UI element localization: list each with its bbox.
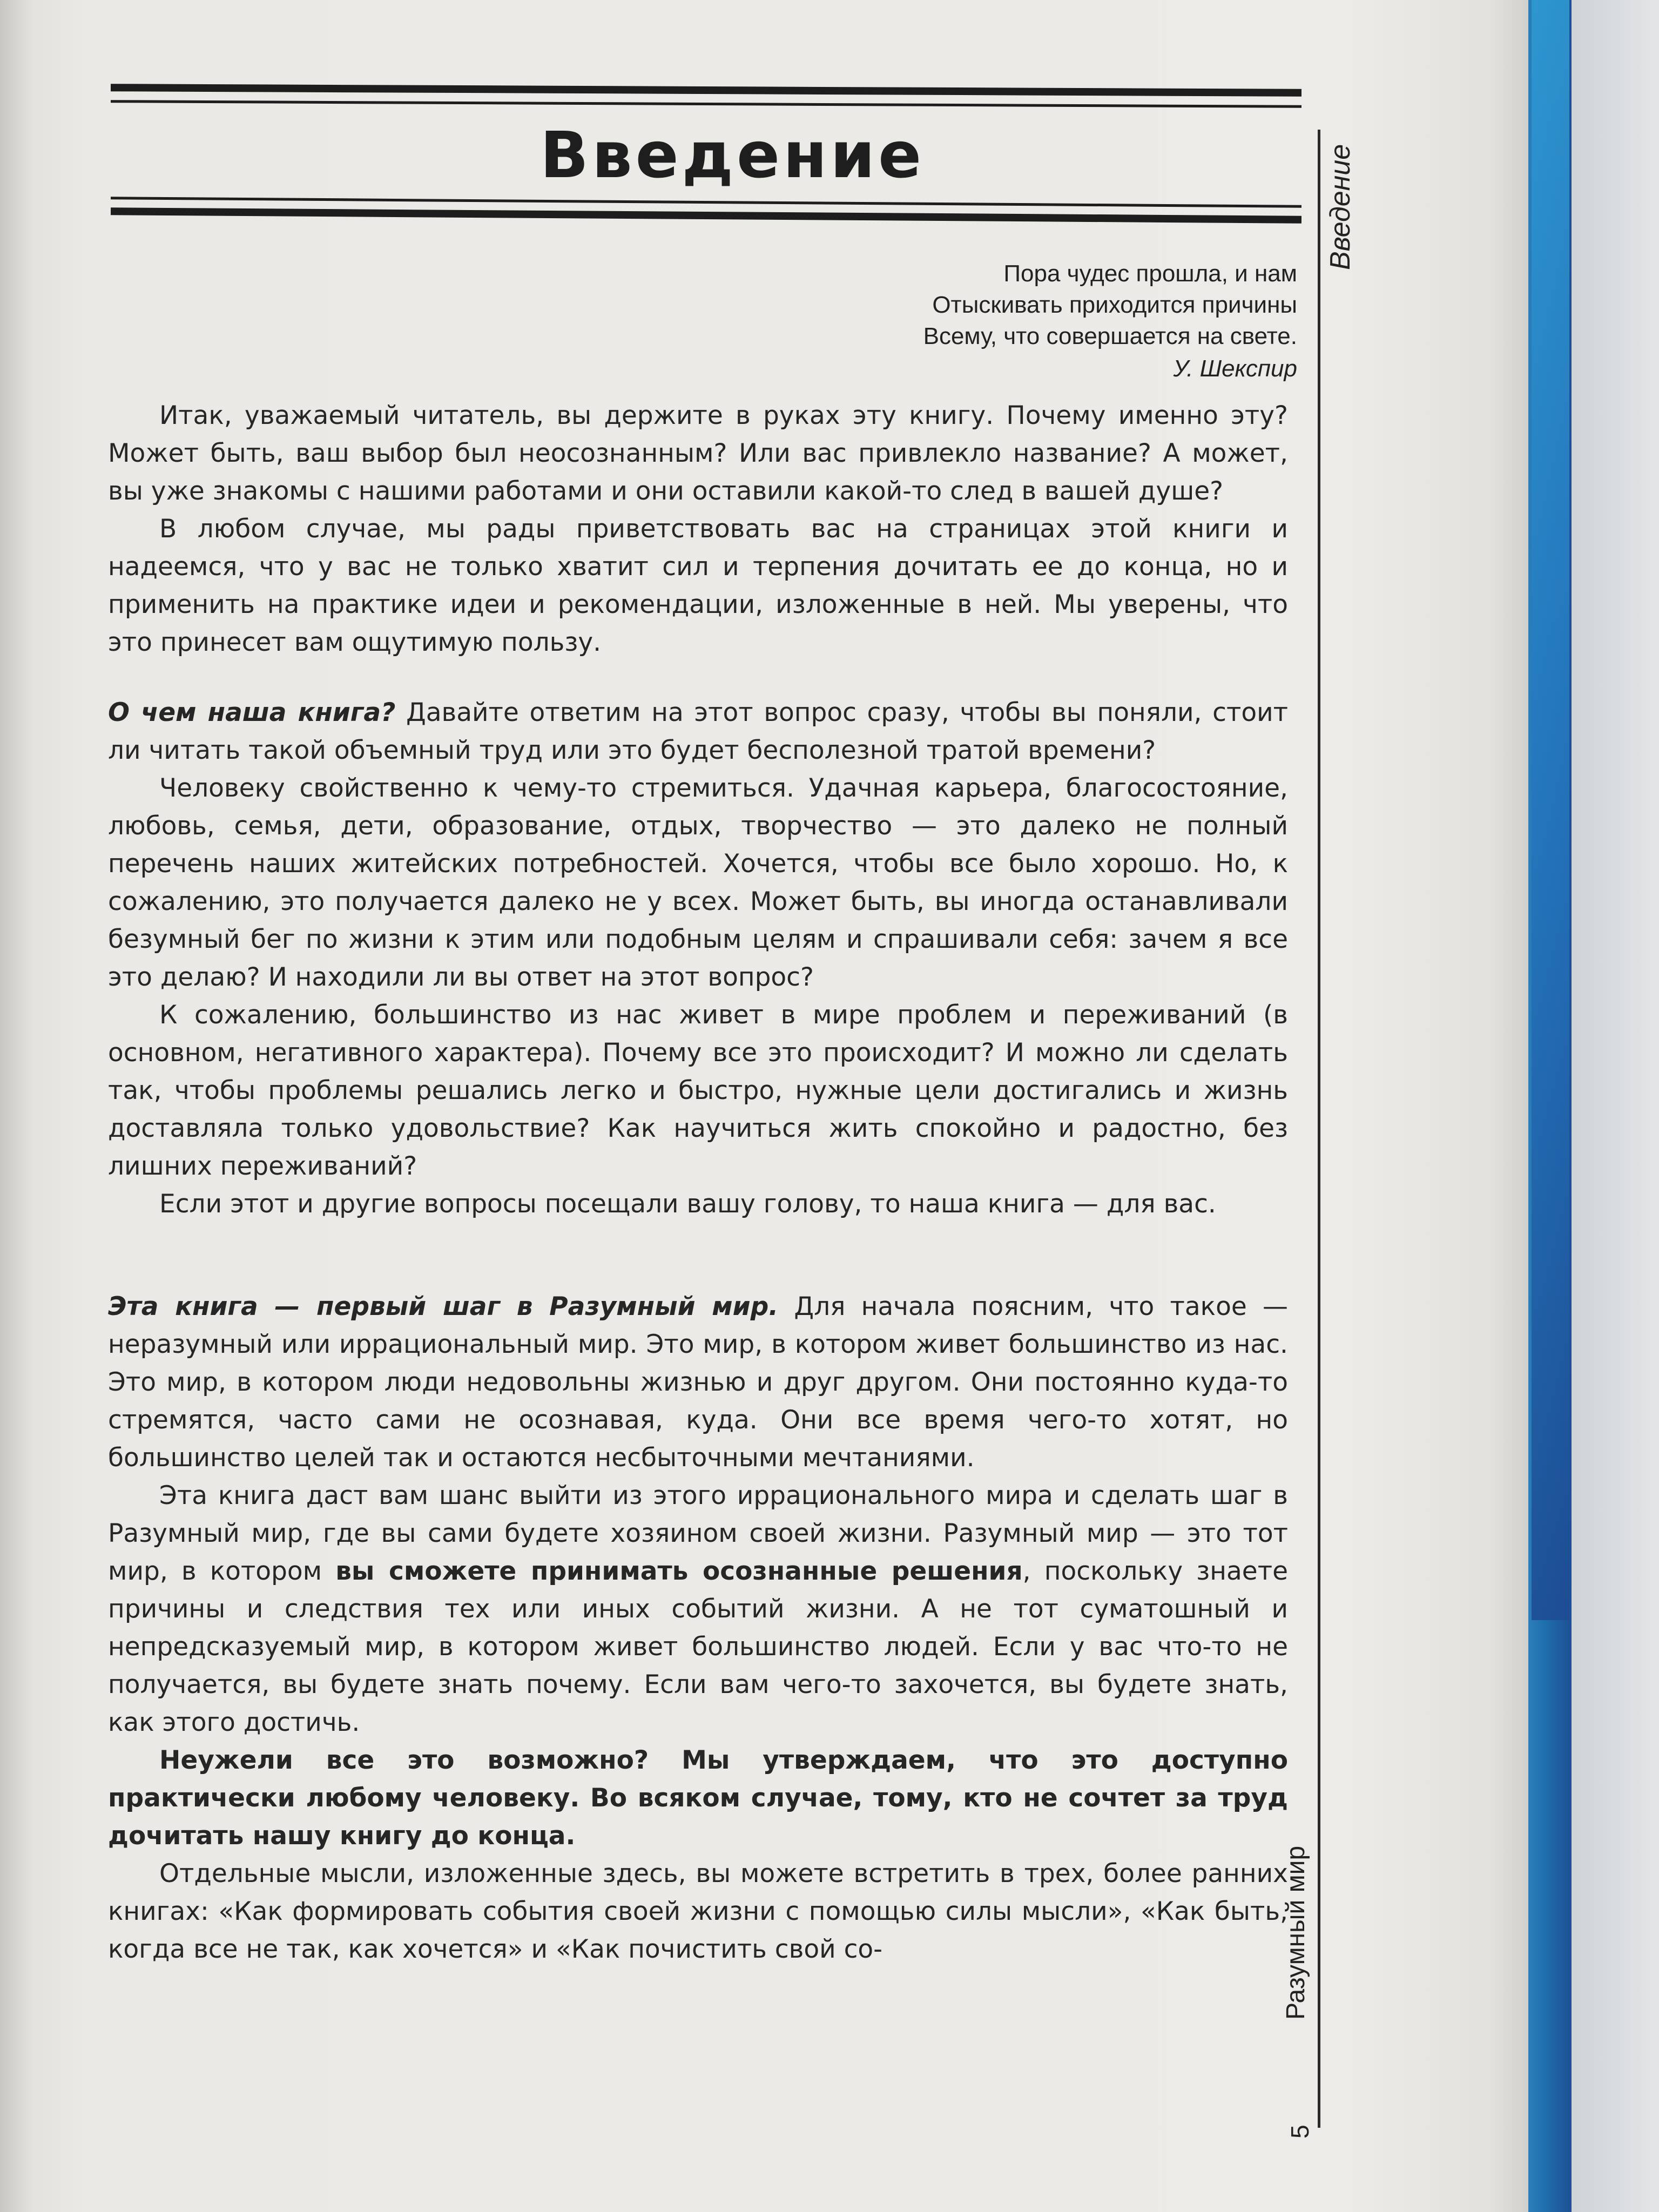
epigraph-line: Пора чудес прошла, и нам — [1003, 260, 1297, 287]
paragraph-text: Для начала поясним, что такое — неразумный или иррациональный мир. Это мир, в котором живет большинство из нас. Это мир, в котором люди недовольны жизнью и друг другом. Они постоянно куда-то стремятся, часто сами не осознавая, куда. Они все время чего-то хотят, но большинство целей так и остаются несбыточными мечтаниями. — [108, 1292, 1288, 1473]
paragraph-text: Давайте ответим на этот вопрос сразу, чтобы вы поняли, стоит ли читать такой объемный труд или это будет бесполезной тратой времени? — [108, 698, 1289, 765]
paragraph-text: Эта книга даст вам шанс выйти из этого иррационального мира и сделать шаг в Разумный мир, где вы сами будете хозяином своей жизни. Разумный мир — это тот мир, в котором — [108, 1481, 1288, 1586]
paragraph-text: , поскольку знаете причины и следствия тех или иных событий жизни. А не тот суматошный и непредсказуемый мир, в котором живет большинство людей. Если у вас что-то не получается, вы будете знать почему. Если вам чего-то захочется, вы будете знать, как этого достичь. — [108, 1556, 1289, 1737]
paragraph — [108, 1288, 1288, 1477]
epigraph — [702, 258, 1297, 385]
paragraph: Отдельные мысли, изложенные здесь, вы можете встретить в трех, более ранних книгах: «Как формировать события своей жизни с помощью силы мысли», «Как быть, когда все не так, как хочется» и «Как почистить свой со- — [108, 1859, 1288, 1964]
epigraph-line: Всему, что совершается на свете. — [923, 323, 1297, 349]
body-text — [108, 397, 1288, 1968]
paragraph — [108, 694, 1288, 770]
paragraph-lead: Эта книга — первый шаг в Разумный мир. — [108, 1292, 779, 1321]
paragraph-lead: О чем наша книга? — [108, 698, 396, 727]
paragraph: Итак, уважаемый читатель, вы держите в руках эту книгу. Почему именно эту? Может быть, ваш выбор был неосознанным? Или вас привлекло название? А может, вы уже знакомы с нашими работами и они оставили какой-то след в вашей душе? — [108, 401, 1288, 506]
paragraph: В любом случае, мы рады приветствовать вас на страницах этой книги и надеемся, что у вас не только хватит сил и терпения дочитать ее до конца, но и применить на практике идеи и рекомендации, изложенные в ней. Мы уверены, что это принесет вам ощутимую пользу. — [108, 514, 1288, 657]
chapter-title: Введение — [540, 118, 925, 192]
header-rule-top-thin — [111, 100, 1301, 108]
header-rule-top-thick — [111, 84, 1301, 97]
paragraph: Человеку свойственно к чему-то стремиться. Удачная карьера, благосостояние, любовь, семья, дети, образование, отдых, творчество — это далеко не полный перечень наших житейских потребностей. Хочется, чтобы все было хорошо. Но, к сожалению, это получается далеко не у всех. Может быть, вы иногда останавливали безумный бег по жизни к этим или подобным целям и спрашивали себя: зачем я все это делаю? И находили ли вы ответ на этот вопрос? — [108, 773, 1288, 992]
epigraph-author: У. Шекспир — [1173, 355, 1297, 382]
paragraph: К сожалению, большинство из нас живет в мире проблем и переживаний (в основном, негативного характера). Почему все это происходит? И можно ли сделать так, чтобы проблемы решались легко и быстро, нужные цели достигались и жизнь доставляла только удовольствие? Как научиться жить спокойно и радостно, без лишних переживаний? — [108, 1000, 1288, 1181]
running-foot-vertical: Разумный мир — [1282, 1845, 1310, 2020]
header-rule-bottom-thin — [111, 197, 1301, 207]
running-head-vertical: Введение — [1325, 144, 1356, 270]
paragraph: Если этот и другие вопросы посещали вашу голову, то наша книга — для вас. — [159, 1189, 1216, 1219]
book-cover-highlight — [1532, 0, 1569, 1620]
background-surface — [1572, 0, 1659, 2212]
epigraph-line: Отыскивать приходится причины — [932, 292, 1297, 318]
page-number: 5 — [1286, 2125, 1314, 2139]
header-rule-bottom-thick — [111, 207, 1301, 223]
paragraph — [108, 1477, 1288, 1742]
paragraph-emphasis: вы сможете принимать осознанные решения — [335, 1556, 1023, 1586]
paragraph: Неужели все это возможно? Мы утверждаем, что это доступно практически любому человеку. Во всяком случае, тому, кто не сочтет за труд дочитать нашу книгу до конца. — [108, 1745, 1288, 1851]
